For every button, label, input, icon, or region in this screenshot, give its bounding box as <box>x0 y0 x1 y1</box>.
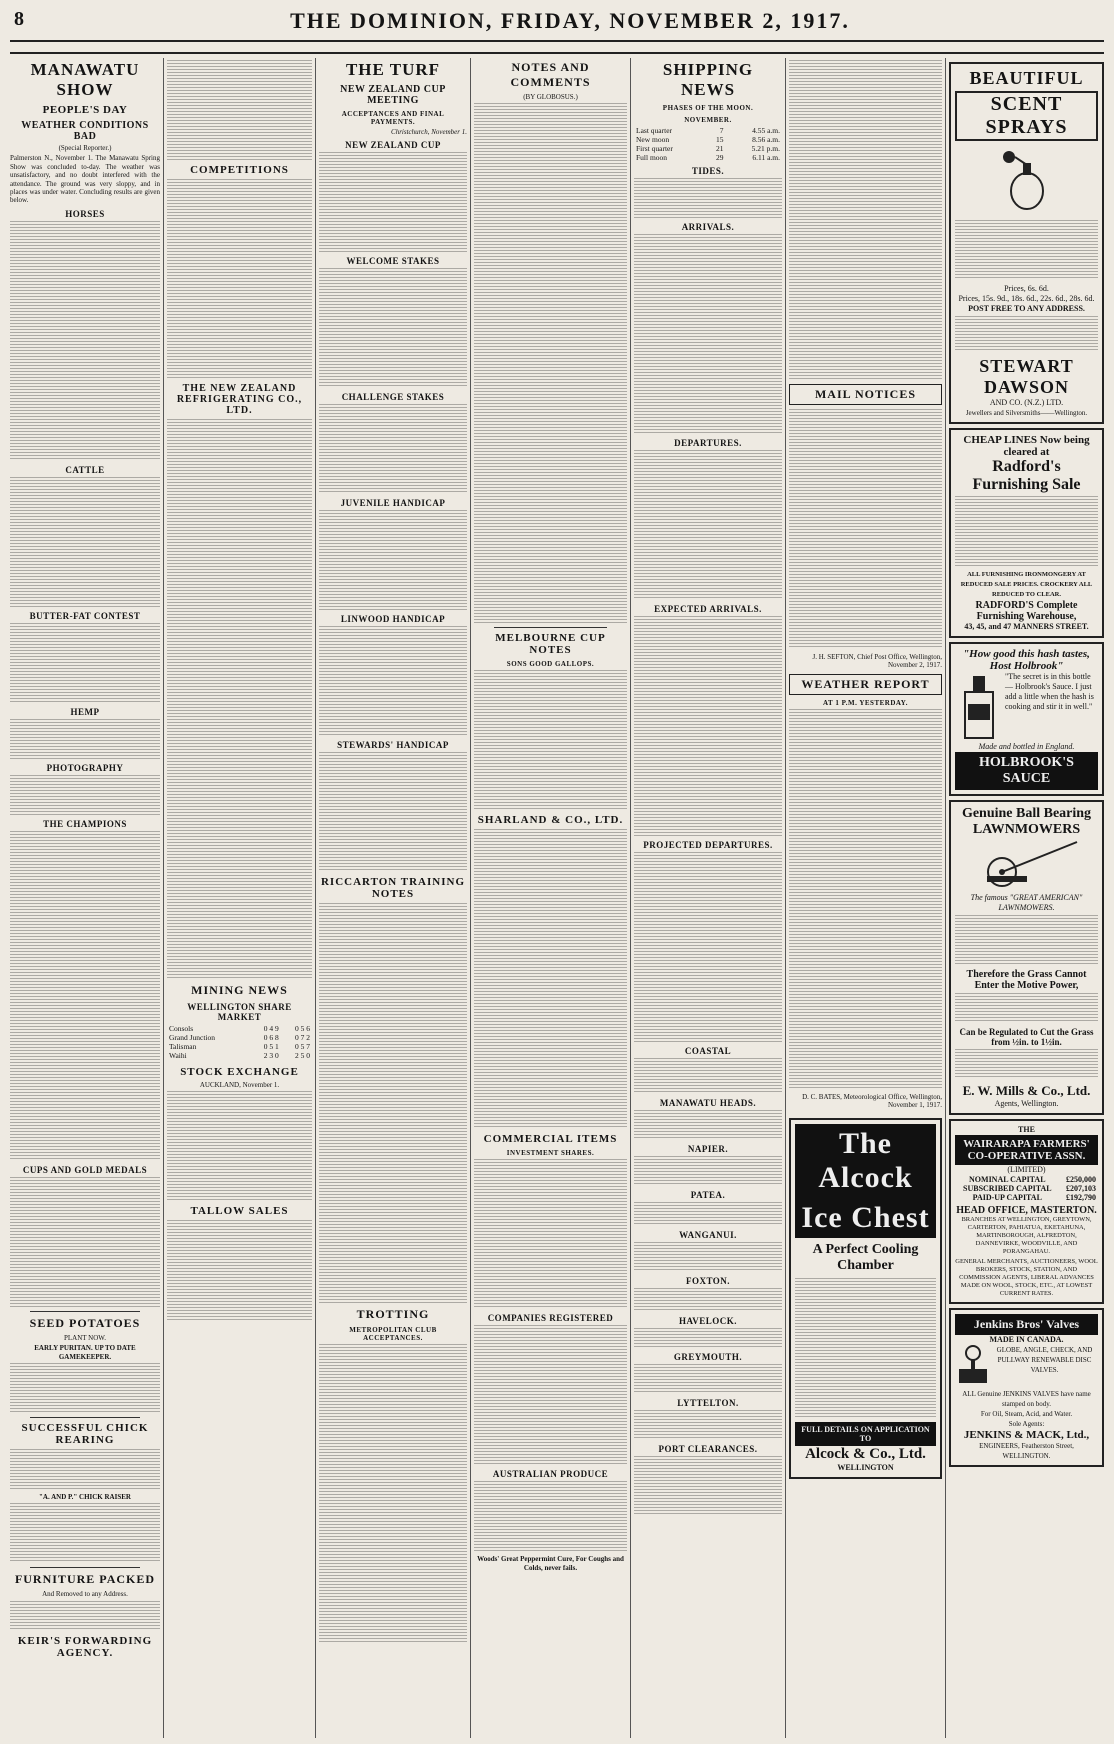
table-row <box>634 135 782 144</box>
article-subheadline: WEATHER CONDITIONS BAD <box>21 120 149 142</box>
section-heading: PATEA. <box>690 1190 726 1200</box>
table-cell: 21 <box>715 144 724 153</box>
column-mail-weather <box>789 58 942 1738</box>
race-heading: CHALLENGE STAKES <box>341 392 445 403</box>
section-heading: MELBOURNE CUP NOTES <box>495 632 606 657</box>
text-block <box>634 1288 782 1312</box>
column-divider <box>785 58 786 1738</box>
text-block <box>634 450 782 600</box>
table-cell: £250,000 <box>1066 1175 1096 1184</box>
article-headline: NOTES AND COMMENTS <box>510 60 591 89</box>
race-heading: LINWOOD HANDICAP <box>340 614 446 625</box>
ad-subtitle: A Perfect Cooling Chamber <box>812 1241 919 1273</box>
text-block <box>167 419 312 979</box>
text-block <box>634 616 782 836</box>
section-heading: EXPECTED ARRIVALS. <box>654 604 762 614</box>
table-row <box>955 1193 1098 1202</box>
ad-title: Ice Chest <box>795 1198 936 1238</box>
text-block <box>474 103 627 623</box>
table-row <box>167 1033 312 1042</box>
section-heading: PHOTOGRAPHY <box>46 762 124 773</box>
alcock-ice-chest-ad <box>789 1118 942 1479</box>
ad-text: Can be Regulated to Cut the Grass from ½in. to 1½in. <box>959 1027 1094 1047</box>
section-heading: MAIL NOTICES <box>814 387 917 401</box>
column-divider <box>630 58 631 1738</box>
text-block <box>634 1456 782 1516</box>
ad-text: PLANT NOW. <box>63 1333 106 1342</box>
table-row <box>634 153 782 162</box>
table-cell: Waihi <box>169 1051 187 1060</box>
section-heading: GREYMOUTH. <box>673 1352 743 1362</box>
table-cell: 8.56 a.m. <box>752 135 780 144</box>
weather-heading-box <box>789 674 942 695</box>
text-block <box>634 1242 782 1272</box>
ad-text: MADE IN CANADA. <box>989 1335 1064 1344</box>
text-block <box>10 1363 160 1413</box>
section-heading: THE CHAMPIONS <box>43 818 127 829</box>
ad-text: ENGINEERS, Featherston Street, WELLINGTON. <box>979 1442 1074 1460</box>
mail-signature: J. H. SEFTON, Chief Post Office, Wellington, November 2, 1917. <box>812 653 942 670</box>
table-cell: Consols <box>169 1024 194 1033</box>
text-block <box>319 626 467 736</box>
article-subheadline: PEOPLE'S DAY <box>42 104 128 116</box>
text-block <box>10 831 160 1161</box>
ad-title: BEAUTIFUL <box>969 68 1084 88</box>
column-shipping <box>634 58 782 1738</box>
table-cell: First quarter <box>636 144 673 153</box>
text-block <box>319 903 467 1303</box>
table-row <box>634 126 782 135</box>
column-ads <box>949 58 1104 1738</box>
race-heading: WELCOME STAKES <box>346 256 440 267</box>
column-notes-comments <box>474 58 627 1738</box>
text-block <box>167 179 312 379</box>
table-row <box>167 1051 312 1060</box>
text-block <box>167 60 312 160</box>
divider <box>30 1417 140 1418</box>
table-cell: PAID-UP CAPITAL <box>972 1193 1042 1202</box>
section-heading: DEPARTURES. <box>674 438 742 448</box>
race-heading: NEW ZEALAND CUP <box>345 140 441 151</box>
column-divider <box>163 58 164 1738</box>
weather-signature: D. C. BATES, Meteorological Office, Wellington, November 1, 1917. <box>802 1092 942 1110</box>
section-heading: PROJECTED DEPARTURES. <box>643 840 773 850</box>
table-cell: 2 3 0 <box>263 1051 279 1060</box>
radford-furnishing-ad <box>949 428 1104 638</box>
share-table <box>167 1024 312 1060</box>
text-block <box>10 623 160 703</box>
section-heading: CATTLE <box>65 464 105 475</box>
text-block <box>474 1481 627 1551</box>
text-block <box>319 1344 467 1644</box>
ad-headline: SEED POTATOES <box>29 1315 141 1330</box>
ad-text: "A. AND P." CHICK RAISER <box>39 1493 131 1502</box>
section-heading: TIDES. <box>691 166 725 176</box>
section-subheading: INVESTMENT SHARES. <box>506 1149 595 1158</box>
ad-text: EARLY PURITAN. UP TO DATE GAMEKEEPER. <box>34 1344 136 1361</box>
masthead: THE DOMINION, FRIDAY, NOVEMBER 2, 1917. <box>290 8 850 33</box>
sauce-bottle-icon <box>955 672 1005 742</box>
divider <box>30 1567 140 1568</box>
ad-title: WAIRARAPA FARMERS' CO-OPERATIVE ASSN. <box>955 1135 1098 1165</box>
text-block <box>634 178 782 218</box>
text-block <box>795 1278 936 1418</box>
table-cell: 4.55 a.m. <box>752 126 780 135</box>
ad-company-sub: AND CO. (N.Z.) LTD. <box>989 398 1064 407</box>
text-block <box>10 221 160 461</box>
text-block <box>167 1220 312 1320</box>
race-heading: JUVENILE HANDICAP <box>340 498 446 509</box>
footer-ad: Woods' Great Peppermint Cure, For Coughs and Colds, never fails. <box>477 1555 624 1572</box>
ad-title: Radford's Furnishing Sale <box>972 458 1081 493</box>
text-block <box>319 404 467 494</box>
ad-text: POST FREE TO ANY ADDRESS. <box>968 304 1085 313</box>
section-subheading: PHASES OF THE MOON. <box>662 104 754 112</box>
section-heading: ARRIVALS. <box>681 222 735 232</box>
section-heading: MANAWATU HEADS. <box>659 1098 757 1108</box>
text-block <box>474 670 627 810</box>
holbrook-sauce-ad <box>949 642 1104 796</box>
section-heading: HEMP <box>70 706 100 717</box>
page-number: 8 <box>14 8 24 30</box>
ad-text: THE <box>1018 1125 1035 1134</box>
ad-price: Prices, 6s. 6d. <box>1004 284 1049 293</box>
article-headline: SHIPPING NEWS <box>662 60 754 99</box>
table-cell: 0 5 6 <box>295 1024 310 1033</box>
article-subheadline: ACCEPTANCES AND FINAL PAYMENTS. <box>341 110 445 126</box>
text-block <box>634 1202 782 1226</box>
text-block <box>955 220 1098 280</box>
jenkins-valves-ad <box>949 1308 1104 1467</box>
wairarapa-farmers-ad <box>949 1119 1104 1304</box>
ad-quote: "How good this hash tastes, Host Holbrook" <box>963 648 1090 672</box>
ad-company: JENKINS & MACK, Ltd., <box>963 1429 1090 1441</box>
text-block <box>10 477 160 607</box>
table-cell: 0 5 7 <box>295 1042 310 1051</box>
section-heading: STOCK EXCHANGE <box>180 1066 299 1078</box>
text-block <box>634 1364 782 1394</box>
table-cell: £192,790 <box>1066 1193 1096 1202</box>
masthead-rule-bottom <box>10 52 1104 54</box>
section-subheading: AT 1 P.M. YESTERDAY. <box>823 698 908 707</box>
ad-company: KEIR'S FORWARDING AGENCY. <box>17 1634 153 1659</box>
text-block <box>319 268 467 388</box>
section-heading: RICCARTON TRAINING NOTES <box>320 876 466 901</box>
section-heading: MINING NEWS <box>191 983 288 997</box>
table-cell: 29 <box>715 153 724 162</box>
column-divider <box>315 58 316 1738</box>
article-subheadline: NEW ZEALAND CUP MEETING <box>340 84 446 106</box>
section-heading: LYTTELTON. <box>677 1398 739 1408</box>
table-cell: 7 <box>719 126 724 135</box>
lawnmower-ad <box>949 800 1104 1115</box>
section-heading: BUTTER-FAT CONTEST <box>29 610 141 621</box>
table-cell: 0 6 8 <box>263 1033 279 1042</box>
section-heading: TALLOW SALES <box>190 1205 289 1218</box>
text-block <box>474 829 627 1129</box>
race-heading: STEWARDS' HANDICAP <box>337 740 449 751</box>
section-heading: TROTTING <box>356 1307 430 1322</box>
text-block <box>634 1328 782 1348</box>
section-heading: CUPS AND GOLD MEDALS <box>22 1164 148 1175</box>
section-heading: THE NEW ZEALAND REFRIGERATING CO., LTD. <box>176 383 303 416</box>
ad-text: And Removed to any Address. <box>42 1590 128 1599</box>
section-subheading: WELLINGTON SHARE MARKET <box>187 1002 292 1022</box>
section-heading: COMPANIES REGISTERED <box>487 1313 614 1324</box>
article-headline: THE TURF <box>345 60 441 79</box>
ad-text: GLOBE, ANGLE, CHECK, AND PULLWAY RENEWABLE DISC VALVES. <box>996 1346 1093 1374</box>
text-block <box>319 752 467 872</box>
ad-title: CHEAP LINES Now being cleared at <box>963 434 1090 458</box>
text-block <box>955 496 1098 566</box>
ad-city: WELLINGTON <box>837 1462 894 1472</box>
text-block <box>634 1110 782 1140</box>
masthead-rule-top <box>10 40 1104 42</box>
ad-text: ALL FURNISHING IRONMONGERY AT REDUCED SALE PRICES. CROCKERY ALL REDUCED TO CLEAR. <box>960 571 1093 598</box>
text-block <box>634 1156 782 1186</box>
text-block <box>634 1410 782 1440</box>
byline: (Special Reporter.) <box>58 144 112 152</box>
text-block <box>634 234 782 434</box>
table-cell: 5.21 p.m. <box>751 144 780 153</box>
ad-text: ALL Genuine JENKINS VALVES have name stamped on body. <box>962 1390 1091 1408</box>
ad-text: Made and bottled in England. <box>978 742 1075 751</box>
table-cell: 6.11 a.m. <box>752 153 780 162</box>
column-divider <box>945 58 946 1738</box>
ad-text: The famous "GREAT AMERICAN" LAWNMOWERS. <box>970 893 1083 912</box>
ad-text: Agents, Wellington. <box>994 1099 1059 1108</box>
section-heading: NAPIER. <box>687 1144 729 1154</box>
article-headline: MANAWATU SHOW <box>30 60 140 99</box>
ad-text: For Oil, Steam, Acid, and Water. <box>980 1410 1073 1418</box>
ad-title: SCENT SPRAYS <box>955 91 1098 141</box>
valve-icon <box>955 1345 991 1389</box>
text-block <box>634 852 782 1042</box>
mail-notices-heading-box <box>789 384 942 405</box>
section-subheading: SONS GOOD GALLOPS. <box>506 660 595 669</box>
ad-title: Jenkins Bros' Valves <box>955 1314 1098 1335</box>
text-block <box>474 1325 627 1465</box>
table-cell: Last quarter <box>636 126 673 135</box>
column-divider <box>470 58 471 1738</box>
table-cell: £207,103 <box>1066 1184 1096 1193</box>
ad-brand: HOLBROOK'S SAUCE <box>955 752 1098 790</box>
text-block <box>955 993 1098 1023</box>
text-block <box>789 60 942 380</box>
perfume-bottle-icon <box>997 143 1057 213</box>
table-cell: New moon <box>636 135 670 144</box>
text-block <box>955 915 1098 965</box>
section-heading: SHARLAND & CO., LTD. <box>477 814 624 827</box>
text-block <box>789 409 942 649</box>
text-block <box>10 1601 160 1631</box>
section-subheading: NOVEMBER. <box>684 116 732 124</box>
table-row <box>955 1175 1098 1184</box>
text-block <box>10 1177 160 1307</box>
table-row <box>167 1042 312 1051</box>
text-block <box>319 152 467 252</box>
ad-text: Sole Agents: <box>1008 1420 1045 1428</box>
ad-company: STEWART DAWSON <box>979 356 1074 397</box>
capital-table <box>955 1175 1098 1202</box>
ad-company: RADFORD'S Complete Furnishing Warehouse, <box>975 600 1078 622</box>
section-heading: HORSES <box>65 208 105 219</box>
section-heading: FOXTON. <box>685 1276 731 1286</box>
byline: (BY GLOBOSUS.) <box>523 93 578 101</box>
text-block <box>167 1091 312 1201</box>
table-row <box>955 1184 1098 1193</box>
section-heading: AUSTRALIAN PRODUCE <box>492 1469 609 1480</box>
text-block <box>10 1503 160 1563</box>
dateline: AUCKLAND, November 1. <box>199 1081 280 1089</box>
ad-headline: SUCCESSFUL CHICK REARING <box>21 1422 149 1447</box>
section-heading: COASTAL <box>684 1046 732 1056</box>
divider <box>494 627 607 628</box>
ad-text: Jewellers and Silversmiths——Wellington. <box>965 409 1088 417</box>
lawnmower-icon <box>967 838 1087 888</box>
column-turf <box>319 58 467 1738</box>
text-block <box>10 775 160 815</box>
ad-text: GENERAL MERCHANTS, AUCTIONEERS, WOOL BROKERS, STOCK, STATION, AND COMMISSION AGENTS, LIBERAL ADVANCES MADE ON WOOL, STOCK, ETC., AT LOWEST CURRENT RATES. <box>955 1258 1098 1297</box>
table-cell: Talisman <box>169 1042 197 1051</box>
table-cell: 15 <box>715 135 724 144</box>
ad-title: The Alcock <box>795 1124 936 1198</box>
divider <box>30 1311 140 1312</box>
text-block <box>955 316 1098 352</box>
ad-company: E. W. Mills & Co., Ltd. <box>962 1083 1091 1098</box>
text-block <box>955 1049 1098 1079</box>
ad-address: 43, 45, and 47 MANNERS STREET. <box>964 622 1089 631</box>
dateline: Christchurch, November 1. <box>391 128 467 136</box>
table-cell: NOMINAL CAPITAL <box>969 1175 1046 1184</box>
section-heading: WANGANUI. <box>679 1230 737 1240</box>
ad-text: HEAD OFFICE, MASTERTON. <box>956 1205 1097 1216</box>
column-manawatu-show <box>10 58 160 1738</box>
section-heading: PORT CLEARANCES. <box>658 1444 758 1454</box>
table-cell: SUBSCRIBED CAPITAL <box>963 1184 1052 1193</box>
scent-sprays-ad <box>949 62 1104 424</box>
section-heading: WEATHER REPORT <box>801 676 930 691</box>
text-block <box>10 719 160 759</box>
text-block <box>789 709 942 1089</box>
ad-headline: FURNITURE PACKED <box>14 1572 156 1587</box>
table-cell: 0 7 2 <box>295 1033 310 1042</box>
section-heading: COMPETITIONS <box>190 164 289 176</box>
text-block <box>634 1058 782 1094</box>
section-subheading: METROPOLITAN CLUB ACCEPTANCES. <box>349 1326 437 1343</box>
section-heading: HAVELOCK. <box>678 1316 738 1326</box>
moon-table <box>634 126 782 162</box>
ad-price: Prices, 15s. 9d., 18s. 6d., 22s. 6d., 28s. 6d. <box>958 294 1095 303</box>
table-cell: 2 5 0 <box>295 1051 310 1060</box>
text-block <box>319 510 467 610</box>
ad-footer: FULL DETAILS ON APPLICATION TO <box>795 1422 936 1446</box>
ad-company: Alcock & Co., Ltd. <box>805 1445 926 1462</box>
table-cell: 0 5 1 <box>263 1042 279 1051</box>
table-row <box>634 144 782 153</box>
ad-text: Therefore the Grass Cannot Enter the Motive Power, <box>966 969 1087 991</box>
table-cell: 0 4 9 <box>263 1024 279 1033</box>
text-block <box>474 1159 627 1309</box>
ad-text: (LIMITED) <box>1007 1165 1046 1174</box>
text-block <box>10 1449 160 1489</box>
table-cell: Full moon <box>636 153 668 162</box>
ad-title: Genuine Ball Bearing LAWNMOWERS <box>961 806 1092 837</box>
article-intro: Palmerston N., November 1. The Manawatu Spring Show was concluded to-day. The weather was unsatisfactory, and no doubt interfered with the attendance. The ground was very sloppy, and in places was under water. Concluding results are given below. <box>10 154 160 205</box>
ad-text: "The secret is in this bottle — Holbrook's Sauce. I just add a little when the hash is cooking and stir it in well." <box>1005 672 1094 711</box>
section-heading: COMMERCIAL ITEMS <box>483 1133 618 1146</box>
column-competitions <box>167 58 312 1738</box>
table-row <box>167 1024 312 1033</box>
table-cell: Grand Junction <box>169 1033 216 1042</box>
ad-text: BRANCHES AT WELLINGTON, GREYTOWN, CARTERTON, PAHIATUA, EKETAHUNA, MARTINBOROUGH, ALFREDTON, DANNEVIRKE, WOODVILLE, AND PORANGAHAU. <box>961 1216 1092 1255</box>
